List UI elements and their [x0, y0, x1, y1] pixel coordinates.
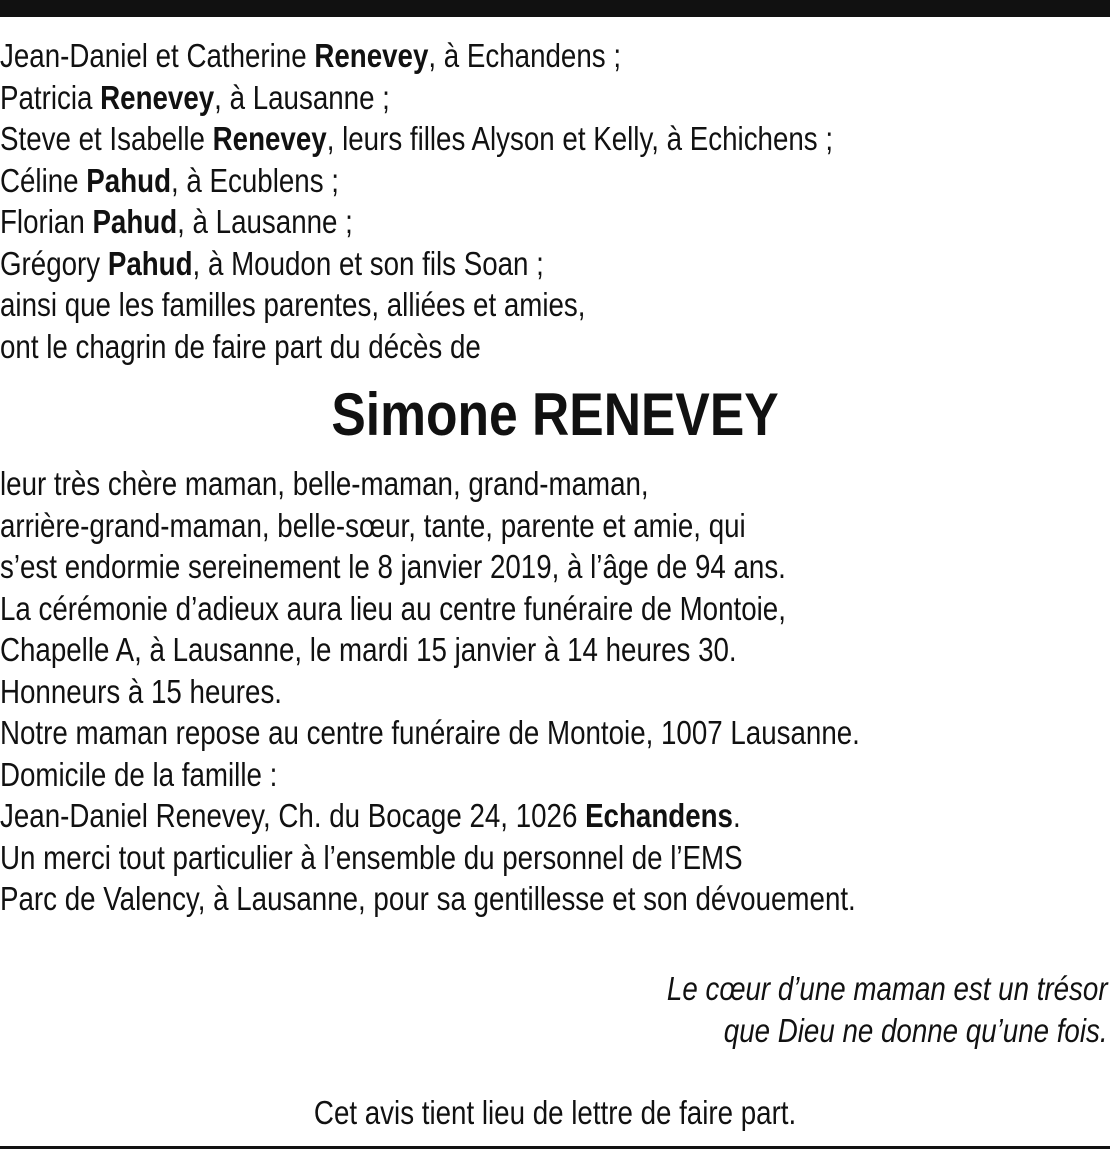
family-address: Jean-Daniel Renevey, Ch. du Bocage 24, 1026 Echandens.	[0, 797, 741, 834]
family-line: Patricia Renevey, à Lausanne ;	[0, 78, 390, 116]
memorial-quote	[583, 968, 1108, 1051]
detail-line: Honneurs à 15 heures.	[0, 672, 283, 710]
notice-details	[0, 463, 1110, 920]
family-surname: Pahud	[92, 203, 178, 240]
address-locality: Echandens	[585, 797, 733, 834]
death-notice	[0, 35, 1110, 920]
family-line: Florian Pahud, à Lausanne ;	[0, 203, 353, 240]
family-surname: Renevey	[100, 78, 215, 116]
family-line: Jean-Daniel et Catherine Renevey, à Echandens ;	[0, 37, 622, 74]
detail-line: arrière-grand-maman, belle-sœur, tante, parente et amie, qui	[0, 506, 746, 544]
quote-line: Le cœur d’une maman est un trésor	[667, 970, 1108, 1007]
family-surname: Pahud	[86, 161, 172, 199]
thanks-line: Parc de Valency, à Lausanne, pour sa gentillesse et son dévouement.	[0, 880, 856, 917]
intro-line: ont le chagrin de faire part du décès de	[0, 327, 481, 365]
closing-statement	[0, 1092, 1110, 1134]
intro-line: ainsi que les familles parentes, alliées et amies,	[0, 286, 586, 323]
closing-text: Cet avis tient lieu de lettre de faire part.	[313, 1094, 797, 1131]
thanks-line: Un merci tout particulier à l’ensemble du personnel de l’EMS	[0, 838, 743, 876]
family-surname: Renevey	[314, 37, 429, 74]
deceased-name: Simone RENEVEY	[331, 381, 779, 448]
detail-line: Domicile de la famille :	[0, 755, 278, 793]
family-line: Céline Pahud, à Ecublens ;	[0, 161, 339, 199]
detail-line: La cérémonie d’adieux aura lieu au centre funéraire de Montoie,	[0, 589, 786, 627]
family-line: Grégory Pahud, à Moudon et son fils Soan ;	[0, 244, 544, 282]
detail-line: Notre maman repose au centre funéraire de Montoie, 1007 Lausanne.	[0, 714, 860, 751]
detail-line: Chapelle A, à Lausanne, le mardi 15 janvier à 14 heures 30.	[0, 631, 737, 668]
quote-line: que Dieu ne donne qu’une fois.	[724, 1011, 1108, 1049]
top-border-rule	[0, 0, 1110, 17]
family-surname: Pahud	[107, 244, 193, 282]
family-line: Steve et Isabelle Renevey, leurs filles Alyson et Kelly, à Echichens ;	[0, 120, 834, 157]
detail-line: s’est endormie sereinement le 8 janvier 2019, à l’âge de 94 ans.	[0, 548, 786, 585]
detail-line: leur très chère maman, belle-maman, grand-maman,	[0, 465, 649, 502]
family-surname: Renevey	[212, 120, 327, 157]
bottom-border-rule	[0, 1146, 1110, 1149]
